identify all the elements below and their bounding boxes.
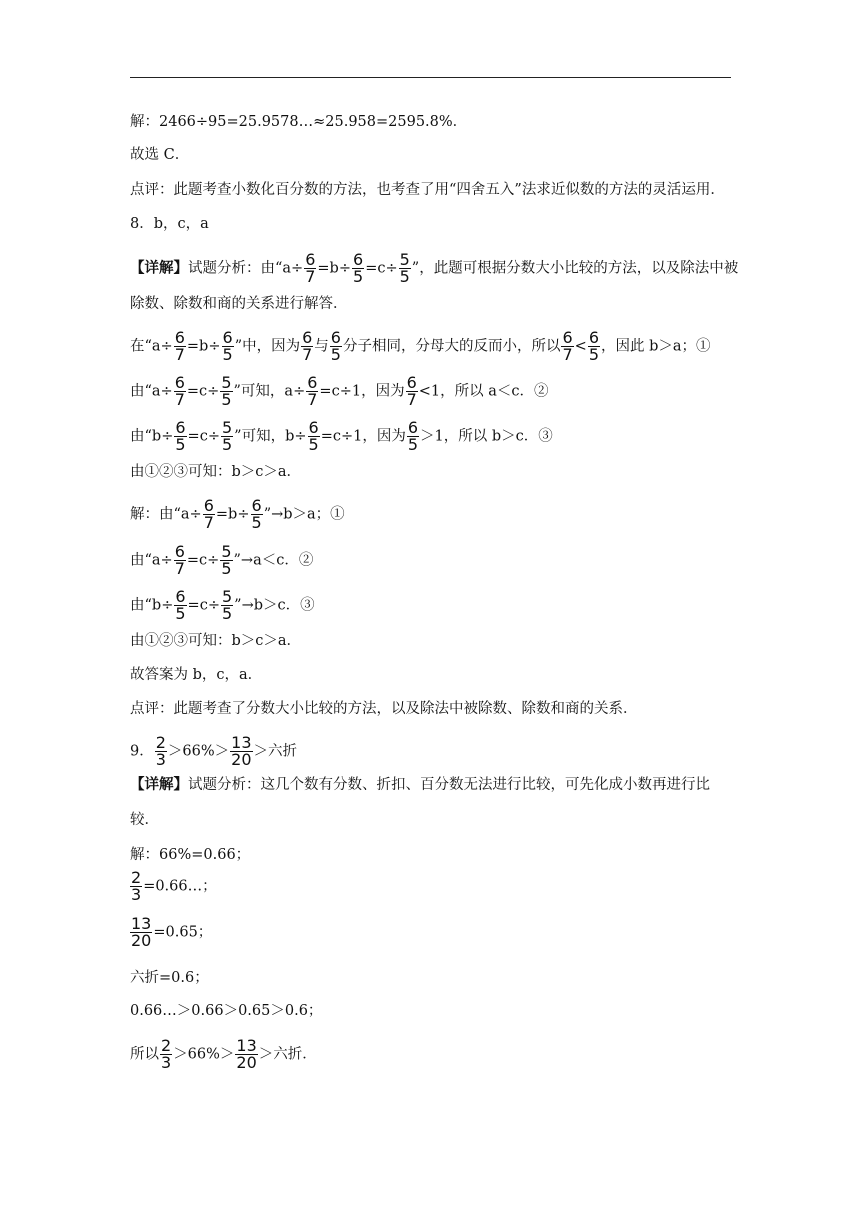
denominator: 3 bbox=[131, 885, 142, 904]
solution-step-2 bbox=[130, 544, 313, 577]
fraction bbox=[220, 375, 232, 408]
text: 由“b÷ bbox=[130, 597, 174, 614]
text: =c÷ bbox=[187, 428, 220, 445]
numerator: 6 bbox=[175, 587, 186, 606]
numerator: 6 bbox=[308, 418, 319, 437]
numerator: 5 bbox=[221, 373, 232, 392]
denominator: 7 bbox=[174, 390, 185, 409]
denominator: 20 bbox=[131, 931, 152, 950]
numerator: 5 bbox=[221, 587, 233, 606]
numerator: 6 bbox=[407, 418, 419, 437]
text: =c÷ bbox=[365, 260, 398, 277]
text: 解：由“a÷ bbox=[130, 506, 202, 523]
denominator: 5 bbox=[308, 435, 319, 454]
text: 解：66%=0.66； bbox=[130, 847, 251, 863]
text: =0.66…； bbox=[143, 878, 217, 895]
denominator: 5 bbox=[221, 559, 232, 578]
text: =c÷ bbox=[187, 597, 220, 614]
denominator: 20 bbox=[231, 750, 252, 769]
denominator: 7 bbox=[174, 559, 185, 578]
final-result-line bbox=[130, 1038, 317, 1071]
text: 所以 bbox=[130, 1046, 159, 1063]
comparison-line bbox=[130, 1001, 322, 1021]
numerator: 5 bbox=[399, 250, 410, 269]
numerator: 6 bbox=[406, 373, 417, 392]
fraction bbox=[221, 420, 233, 453]
text: 由“b÷ bbox=[130, 428, 174, 445]
numerator: 6 bbox=[174, 328, 185, 347]
numerator: 6 bbox=[330, 328, 341, 347]
question-9-answer bbox=[130, 735, 297, 768]
numerator: 13 bbox=[131, 914, 152, 933]
text: ”可知，b÷ bbox=[234, 428, 307, 445]
numerator: 6 bbox=[305, 250, 316, 269]
fraction bbox=[222, 330, 234, 363]
final-answer-line bbox=[130, 665, 262, 685]
fraction bbox=[160, 1038, 172, 1071]
text: <1，所以 a＜c．② bbox=[418, 383, 549, 400]
text: =b÷ bbox=[317, 260, 351, 277]
numerator: 6 bbox=[588, 328, 600, 347]
numerator: 6 bbox=[251, 496, 262, 515]
text: 点评：此题考查小数化百分数的方法，也考查了用“四舍五入”法求近似数的方法的灵活运用． bbox=[130, 182, 725, 198]
solution-line bbox=[130, 112, 467, 132]
text: 除数、除数和商的关系进行解答． bbox=[130, 296, 348, 312]
denominator: 5 bbox=[222, 345, 233, 364]
conclusion-line bbox=[130, 631, 301, 651]
analysis-line-8-cont bbox=[130, 294, 348, 314]
text: =b÷ bbox=[186, 338, 221, 355]
denominator: 5 bbox=[353, 267, 364, 286]
numerator: 6 bbox=[353, 250, 364, 269]
text: 分子相同，分母大的反而小，所以 bbox=[342, 338, 561, 355]
fraction bbox=[561, 330, 573, 363]
text: =c÷ bbox=[186, 552, 220, 569]
text: ”→b＞c．③ bbox=[234, 597, 315, 614]
fraction bbox=[251, 498, 263, 531]
numerator: 6 bbox=[302, 328, 313, 347]
denominator: 3 bbox=[161, 1053, 172, 1072]
denominator: 7 bbox=[562, 345, 573, 364]
numerator: 6 bbox=[222, 328, 233, 347]
fraction bbox=[352, 252, 364, 285]
fraction bbox=[174, 330, 186, 363]
analysis-line-9-cont bbox=[130, 810, 159, 830]
numerator: 5 bbox=[221, 542, 232, 561]
fraction bbox=[174, 420, 186, 453]
header-rule bbox=[130, 77, 731, 78]
analysis-line-9 bbox=[130, 775, 710, 795]
reasoning-line-1 bbox=[130, 330, 711, 363]
denominator: 5 bbox=[221, 604, 233, 623]
text: 故选 C． bbox=[130, 147, 190, 163]
text: ，因此 b＞a；① bbox=[601, 338, 711, 355]
denominator: 5 bbox=[221, 390, 232, 409]
text: ＞66%＞ bbox=[167, 743, 230, 760]
fraction bbox=[203, 498, 215, 531]
fraction bbox=[235, 1038, 257, 1071]
numerator: 2 bbox=[161, 1036, 172, 1055]
fraction bbox=[174, 375, 186, 408]
text: ＞六折 bbox=[253, 743, 298, 760]
fraction bbox=[406, 375, 418, 408]
text: 较． bbox=[130, 812, 159, 828]
conversion-line bbox=[130, 968, 209, 988]
denominator: 5 bbox=[407, 435, 419, 454]
detail-tag: 【详解】 bbox=[130, 259, 188, 277]
text: 由“a÷ bbox=[130, 383, 173, 400]
fraction bbox=[399, 252, 411, 285]
conclusion-line bbox=[130, 462, 301, 482]
numerator: 2 bbox=[155, 733, 166, 752]
numerator: 6 bbox=[174, 542, 185, 561]
fraction bbox=[304, 252, 316, 285]
numerator: 6 bbox=[175, 418, 186, 437]
comment-line bbox=[130, 699, 638, 719]
solution-step-1 bbox=[130, 498, 345, 531]
text: 试题分析：由“a÷ bbox=[188, 260, 304, 277]
text: 故答案为 b，c，a． bbox=[130, 667, 263, 683]
conversion-line bbox=[130, 916, 212, 949]
denominator: 20 bbox=[236, 1053, 257, 1072]
reasoning-line-3 bbox=[130, 420, 553, 453]
denominator: 5 bbox=[330, 345, 341, 364]
fraction bbox=[174, 544, 186, 577]
text: ＞1，所以 b＞c．③ bbox=[420, 428, 553, 445]
numerator: 6 bbox=[203, 496, 214, 515]
answer-choice-line bbox=[130, 145, 189, 165]
denominator: 7 bbox=[406, 390, 417, 409]
text: ”，此题可根据分数大小比较的方法，以及除法中被 bbox=[411, 260, 739, 277]
numerator: 13 bbox=[236, 1036, 257, 1055]
text: 在“a÷ bbox=[130, 338, 173, 355]
fraction bbox=[308, 420, 320, 453]
fraction bbox=[306, 375, 318, 408]
analysis-line-8 bbox=[130, 252, 738, 285]
question-8-answer bbox=[130, 214, 209, 234]
text: ”可知，a÷ bbox=[233, 383, 306, 400]
numerator: 6 bbox=[307, 373, 318, 392]
numerator: 5 bbox=[221, 418, 233, 437]
denominator: 3 bbox=[155, 750, 166, 769]
text: 点评：此题考查了分数大小比较的方法，以及除法中被除数、除数和商的关系． bbox=[130, 701, 638, 717]
text: ”→a＜c．② bbox=[233, 552, 314, 569]
denominator: 5 bbox=[588, 345, 600, 364]
text: 解：2466÷95=25.9578…≈25.958=2595.8%． bbox=[130, 114, 468, 130]
text: 六折=0.6； bbox=[130, 970, 209, 986]
text: 9． bbox=[130, 743, 154, 760]
text: < bbox=[574, 338, 587, 355]
text: =0.65； bbox=[153, 924, 213, 941]
fraction bbox=[230, 735, 252, 768]
solution-step-3 bbox=[130, 589, 315, 622]
fraction bbox=[330, 330, 342, 363]
text: ＞六折． bbox=[258, 1046, 317, 1063]
text: 与 bbox=[314, 338, 329, 355]
fraction bbox=[130, 870, 142, 903]
numerator: 13 bbox=[231, 733, 252, 752]
text: 0.66…＞0.66＞0.65＞0.6； bbox=[130, 1003, 323, 1019]
denominator: 7 bbox=[203, 513, 214, 532]
comment-line bbox=[130, 180, 725, 200]
denominator: 5 bbox=[399, 267, 410, 286]
text: 由①②③可知：b＞c＞a． bbox=[130, 633, 302, 649]
text: =c÷1，因为 bbox=[319, 383, 405, 400]
denominator: 5 bbox=[221, 435, 233, 454]
text: 由“a÷ bbox=[130, 552, 173, 569]
fraction bbox=[220, 544, 232, 577]
reasoning-line-2 bbox=[130, 375, 549, 408]
denominator: 5 bbox=[175, 435, 186, 454]
numerator: 6 bbox=[174, 373, 185, 392]
text: 试题分析：这几个数有分数、折扣、百分数无法进行比较，可先化成小数再进行比 bbox=[188, 777, 710, 793]
text: =c÷ bbox=[186, 383, 220, 400]
fraction bbox=[174, 589, 186, 622]
text: =b÷ bbox=[215, 506, 250, 523]
denominator: 7 bbox=[302, 345, 313, 364]
text: 由①②③可知：b＞c＞a． bbox=[130, 464, 302, 480]
text: ”→b＞a；① bbox=[263, 506, 345, 523]
fraction bbox=[155, 735, 167, 768]
fraction bbox=[221, 589, 233, 622]
text: =c÷1，因为 bbox=[320, 428, 406, 445]
denominator: 7 bbox=[174, 345, 185, 364]
denominator: 5 bbox=[175, 604, 186, 623]
text: ”中，因为 bbox=[234, 338, 301, 355]
numerator: 2 bbox=[131, 868, 142, 887]
solution-line bbox=[130, 845, 250, 865]
numerator: 6 bbox=[562, 328, 573, 347]
denominator: 5 bbox=[251, 513, 262, 532]
fraction bbox=[407, 420, 419, 453]
fraction bbox=[588, 330, 600, 363]
fraction bbox=[130, 916, 152, 949]
conversion-line bbox=[130, 870, 217, 903]
detail-tag: 【详解】 bbox=[130, 776, 188, 793]
denominator: 7 bbox=[305, 267, 316, 286]
denominator: 7 bbox=[307, 390, 318, 409]
fraction bbox=[301, 330, 313, 363]
text: 8．b，c，a bbox=[130, 216, 209, 232]
text: ＞66%＞ bbox=[173, 1046, 235, 1063]
